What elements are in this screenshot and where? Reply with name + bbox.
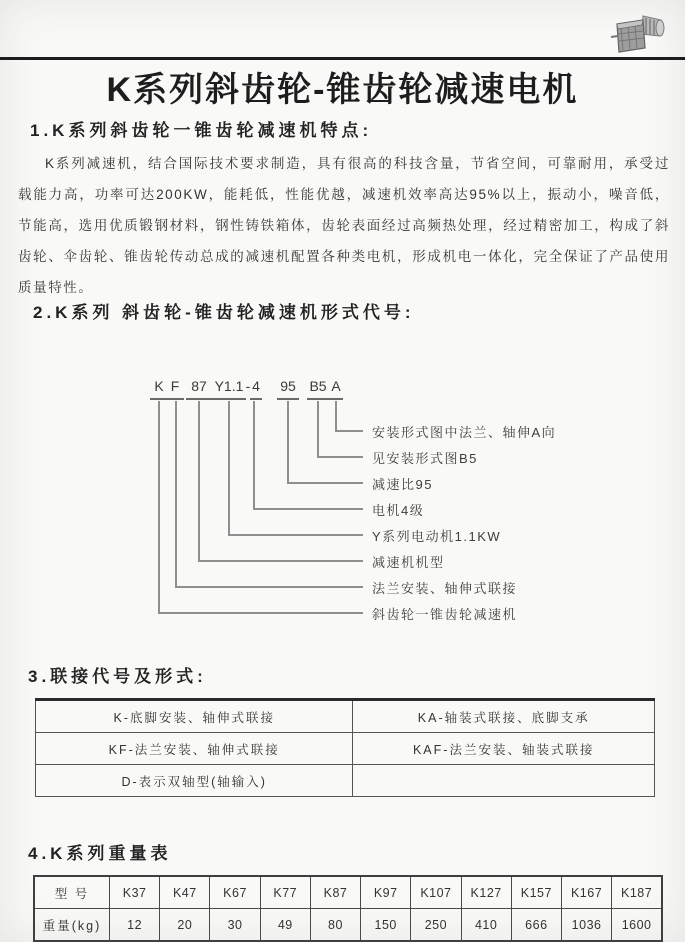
connection-cell-d: D-表示双轴型(轴输入) xyxy=(36,765,353,797)
weight-table-model-header: 型 号 xyxy=(34,876,110,909)
callout-label-4: 电机4级 xyxy=(372,503,425,518)
model-cell: K97 xyxy=(361,876,411,909)
model-cell: K107 xyxy=(411,876,461,909)
callout-hline-4 xyxy=(253,508,363,510)
weight-cell: 150 xyxy=(361,909,411,942)
connection-cell-ka: KA-轴装式联接、底脚支承 xyxy=(353,700,655,733)
callout-hline-k xyxy=(158,612,363,614)
model-cell: K37 xyxy=(110,876,160,909)
model-cell: K127 xyxy=(461,876,511,909)
table-row xyxy=(34,876,662,909)
weight-table xyxy=(33,875,663,942)
section1-heading: 1.K系列斜齿轮一锥齿轮减速机特点: xyxy=(30,121,373,140)
model-cell: K157 xyxy=(511,876,561,909)
weight-cell: 1600 xyxy=(612,909,662,942)
callout-line-a xyxy=(335,401,337,430)
callout-hline-95 xyxy=(287,482,363,484)
callout-label-k: 斜齿轮一锥齿轮减速机 xyxy=(372,607,518,622)
callout-label-a: 安装形式图中法兰、轴伸A向 xyxy=(372,425,557,440)
callout-line-b5 xyxy=(317,401,319,456)
callout-line-87 xyxy=(198,401,200,560)
model-cell: K87 xyxy=(310,876,360,909)
callout-hline-87 xyxy=(198,560,363,562)
weight-table-weight-header: 重量(kg) xyxy=(34,909,110,942)
connection-cell-kf: KF-法兰安装、轴伸式联接 xyxy=(36,733,353,765)
callout-hline-b5 xyxy=(317,456,363,458)
callout-label-87: 减速机机型 xyxy=(372,555,445,570)
callout-hline-f xyxy=(175,586,363,588)
weight-cell: 12 xyxy=(110,909,160,942)
code-segment-hyphen: - xyxy=(245,378,251,394)
weight-cell: 250 xyxy=(411,909,461,942)
model-cell: K47 xyxy=(160,876,210,909)
weight-cell: 1036 xyxy=(561,909,611,942)
table-row xyxy=(36,700,655,733)
code-segment-k: K xyxy=(150,378,168,400)
callout-label-f: 法兰安装、轴伸式联接 xyxy=(372,581,518,596)
weight-cell: 80 xyxy=(310,909,360,942)
table-row xyxy=(36,765,655,797)
model-cell: K187 xyxy=(612,876,662,909)
code-segment-4: 4 xyxy=(250,378,262,400)
model-cell: K67 xyxy=(210,876,260,909)
table-row xyxy=(34,909,662,942)
code-segment-f: F xyxy=(166,378,184,400)
weight-cell: 49 xyxy=(260,909,310,942)
callout-label-95: 减速比95 xyxy=(372,477,433,492)
section3-heading: 3.联接代号及形式: xyxy=(28,667,207,686)
connection-cell-empty xyxy=(353,765,655,797)
connection-cell-k: K-底脚安装、轴伸式联接 xyxy=(36,700,353,733)
callout-line-4 xyxy=(253,401,255,508)
code-segment-87: 87 xyxy=(186,378,212,400)
callout-line-y11 xyxy=(228,401,230,534)
callout-label-b5: 见安装形式图B5 xyxy=(372,451,478,466)
code-segment-b5: B5 xyxy=(307,378,329,400)
callout-line-f xyxy=(175,401,177,586)
weight-cell: 410 xyxy=(461,909,511,942)
weight-cell: 666 xyxy=(511,909,561,942)
code-segment-a: A xyxy=(329,378,343,400)
callout-hline-a xyxy=(335,430,363,432)
callout-line-95 xyxy=(287,401,289,482)
code-segment-95: 95 xyxy=(277,378,299,400)
weight-cell: 30 xyxy=(210,909,260,942)
model-cell: K167 xyxy=(561,876,611,909)
page-title: K系列斜齿轮-锥齿轮减速电机 xyxy=(106,71,579,109)
weight-cell: 20 xyxy=(160,909,210,942)
gearmotor-photo-icon xyxy=(609,10,667,56)
model-cell: K77 xyxy=(260,876,310,909)
callout-label-y11: Y系列电动机1.1KW xyxy=(372,529,502,544)
connection-cell-kaf: KAF-法兰安装、轴装式联接 xyxy=(353,733,655,765)
code-segment-y11: Y1.1 xyxy=(212,378,246,400)
features-paragraph: K系列减速机，结合国际技术要求制造，具有很高的科技含量，节省空间，可靠耐用，承受过载能力高，功率可达200KW，能耗低，性能优越，减速机效率高达95%以上，振动小，噪音低，节能高，选用优质锻钢材料，钢性铸铁箱体，齿轮表面经过高频热处理，经过精密加工，构成了斜齿轮、伞齿轮、锥齿轮传动总成的减速机配置各种类电机，形成机电一体化，完全保证了产品使用质量特性。 xyxy=(18,156,670,295)
section2-heading: 2.K系列 斜齿轮-锥齿轮减速机形式代号: xyxy=(33,303,415,322)
header-divider xyxy=(0,57,685,60)
connection-code-table xyxy=(35,698,655,797)
section4-heading: 4.K系列重量表 xyxy=(28,844,172,863)
table-row xyxy=(36,733,655,765)
model-code-diagram xyxy=(0,375,685,633)
callout-line-k xyxy=(158,401,160,612)
callout-hline-y11 xyxy=(228,534,363,536)
